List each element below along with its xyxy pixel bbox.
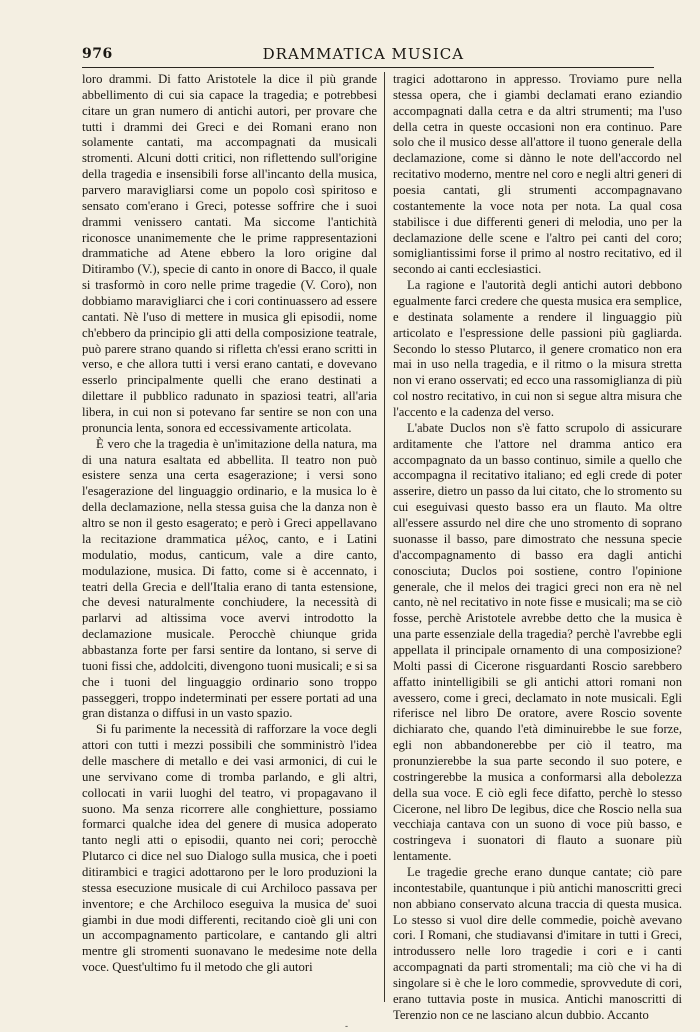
header-rule bbox=[82, 67, 654, 68]
right-paragraph-3: L'abate Duclos non s'è fatto scrupolo di assicurare arditamente che l'attore nel dramma antico era accompagnato da un basso continuo, simile a quello che accompagna il recitativo italiano; ed egli crede di poter asserire, dietro un passo da lui citato, che lo stromento su cui eseguivasi questo basso era un flauto. Ma oltre all'essere assurdo nel dire che uno stromento di soprano suonasse il basso, pare dimostrato che nessuna specie d'accompagnamento di basso era dagli antichi conosciuta; Duclos poi sostiene, contro l'opinione generale, che il melos dei tragici greci non era nè nel canto, nè nel recitativo in note fisse e musicali; ma se ciò fosse, perchè Aristotele avrebbe detto che la musica è una parte essenziale della tragedia? perchè l'avrebbe egli appellata il principale ornamento di una composizione? Molti passi di Cicerone risguardanti Roscio sarebbero affatto inintelligibili se gli antichi attori romani non avessero, come i greci, declamato in note musicali. Egli riferisce nel libro De oratore, avere Roscio sovente dichiarato che, quando l'età diminuirebbe le sue forze, egli non abbandonerebbe per ciò il teatro, ma pronunzierebbe la sua parte secondo il suo potere, e costringerebbe la musica a conformarsi alla debolezza della sua voce. E ciò egli fece difatto, perchè lo stesso Cicerone, nel libro De legibus, dice che Roscio nella sua vecchiaja cantava con un suono di voce più basso, e costringeva i suonatori di flauto a suonare più lentamente. bbox=[393, 420, 682, 864]
right-paragraph-2: La ragione e l'autorità degli antichi autori debbono egualmente farci credere che questa musica era semplice, e destinata solamente a rendere il linguaggio più articolato e l'espressione delle passioni più gagliarda. Secondo lo stesso Plutarco, il genere cromatico non era mai in uso nella tragedia, e il ritmo o la misura stretta non vi erano osservati; ed ecco una rassomiglianza di più col nostro recitativo, in cui non si segue altra misura che l'accento e la cadenza del verso. bbox=[393, 278, 682, 420]
left-paragraph-2: È vero che la tragedia è un'imitazione della natura, ma di una natura esaltata ed abbellita. Il teatro non può esistere senza una certa esagerazione; i versi sono l'esagerazione del linguaggio ordinario, e la musica lo è della declamazione, nella stessa guisa che la danza non è altro se non il gesto esagerato; e però i Greci appellavano la recitazione drammatica μέλος, canto, e i Latini modulatio, modus, canticum, vale a dire canto, modulazione, musica. Di fatto, come si è accennato, i teatri della Grecia e dell'Italia erano di tanta estensione, che devesi naturalmente conchiudere, la necessità di parlarvi ad altissima voce avervi introdotto la declamazione musicale. Perocchè chiunque grida abbastanza forte per farsi sentire da lontano, si serve di tuoni fissi che, addolciti, divengono tuoni musicali; e si sa che i tuoni del linguaggio ordinario sono troppo passeggeri, troppo indeterminati per essere portati ad una gran distanza o diffusi in un vasto spazio. bbox=[82, 436, 377, 721]
page-number: 976 bbox=[82, 46, 113, 62]
left-paragraph-1: loro drammi. Di fatto Aristotele la dice il più grande abbellimento di cui sia capace la tragedia; e potrebbesi citare un gran numero di antichi autori, per provare che tutti i drammi dei Greci e dei Romani erano non solamente cantati, ma accompagnati da musicali stromenti. Alcuni dotti critici, non riflettendo sull'origine della tragedia e insensibili forse all'incanto della musica, parvero maravigliarsi come un popolo così spiritoso e sensato com'erano i Greci, potesse soffrire che i suoi drammi venissero cantati. Ma siccome l'antichità riconosce unanimemente che le prime rappresentazioni drammatiche ad Atene ebbero la loro origine dal Ditirambo (V.), specie di canto in onore di Bacco, il quale si trasformò in coro nelle prime tragedie (V. Coro), non dobbiamo maravigliarci che i cori continuassero ad essere cantati. Nè l'uso di mettere in musica gli episodii, nome ch'ebbero da principio gli atti della composizione teatrale, può parere strano quando si rifletta ch'essi erano scritti in verso, e che allora tutti i versi erano cantati, e dovevano esserlo principalmente quelli che erano destinati a dilettare il pubblico radunato in spaziosi teatri, all'aria libera, in cui non si potevano far sentire se non con una pronuncia lenta, sonora ed eccessivamente articolata. bbox=[82, 72, 377, 435]
column-divider bbox=[384, 72, 385, 1002]
right-paragraph-4: Le tragedie greche erano dunque cantate; ciò pare incontestabile, quantunque i più antichi manoscritti greci non abbiano conservato alcuna traccia di questa musica. Lo stesso si vuol dire delle commedie, poichè avevano cori. I Romani, che studiavansi d'imitare in tutti i Greci, introdussero nelle loro tragedie i cori e i canti accompagnati da parti stromentali; ma ciò che vi ha di singolare si è che le loro commedie, sprovvedute di cori, erano tuttavia poste in musica. Antichi manoscritti di Terenzio non ce ne lasciano alcun dubbio. Accanto bbox=[393, 864, 682, 1022]
right-paragraph-1: tragici adottarono in appresso. Troviamo pure nella stessa opera, che i giambi declamati erano eziandio accompagnati dalla cetra e da altri strumenti; ma l'uso della cetra in queste occasioni non era continuo. Pare solo che il musico desse all'attore il tuono generale della declamazione, come si dànno le note dell'accordo nel recitativo moderno, mentre nel coro e negli altri generi di poesia cantati, gli strumenti accompagnavano costantemente la voce nota per nota. La qual cosa stabilisce i due differenti generi di melodia, uno per la declamazione delle scene e l'altro pei canti del coro; somigliantissimi forse il primo al nostro recitativo, ed il secondo ai canti ecclesiastici. bbox=[393, 72, 682, 277]
left-paragraph-3: Si fu parimente la necessità di rafforzare la voce degli attori con tutti i mezzi possibili che somministrò l'idea delle maschere di metallo e dei vasi armonici, di cui le une servivano come di tromba parlando, e gli altri, collocati in varii luoghi del teatro, vi propagavano il suono. Ma senza ricorrere alle conghietture, possiamo formarci qualche idea del genere di musica adoperato tanto negli atti o episodii, quanto nei cori; perocchè Plutarco ci dice nel suo Dialogo sulla musica, che i poeti ditirambici e tragici adottarono per le loro produzioni la stessa esecuzione musicale di cui Archiloco passava per inventore; e che Archiloco eseguiva la musica de' suoi giambi in due modi differenti, recitando cioè gli uni con un accompagnamento particolare, e cantando gli altri mentre gli stromenti suonavano le medesime note della voce. Quest'ultimo fu il metodo che gli autori bbox=[82, 722, 377, 975]
right-column bbox=[393, 72, 682, 1024]
footer-mark: - bbox=[345, 1022, 349, 1032]
left-column bbox=[82, 72, 377, 976]
page-header bbox=[82, 42, 654, 66]
running-title: DRAMMATICA MUSICA bbox=[262, 45, 465, 63]
